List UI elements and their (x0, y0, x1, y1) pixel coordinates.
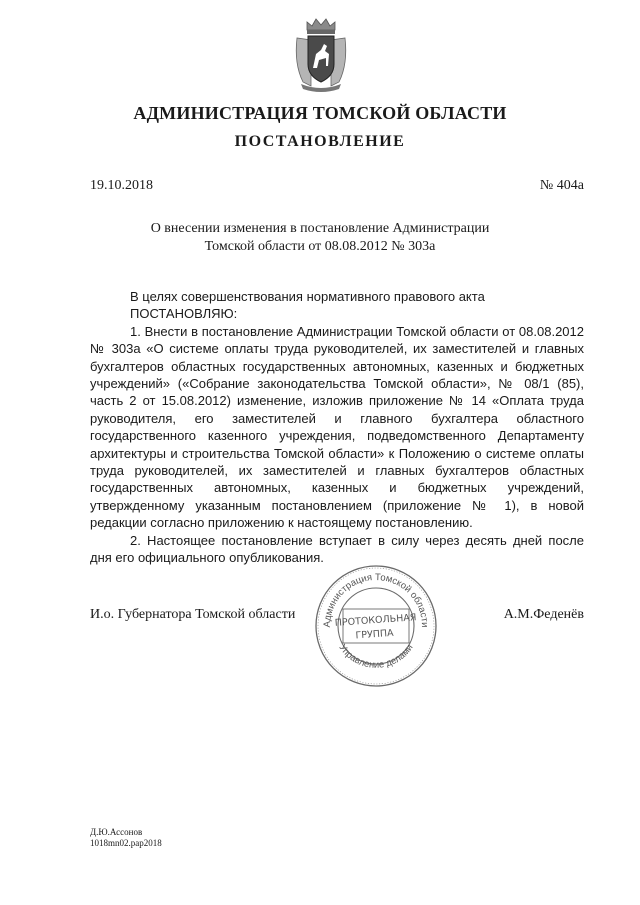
document-body (90, 288, 584, 567)
document-subject (0, 220, 640, 256)
tomsk-coat-of-arms-icon (293, 16, 349, 92)
subject-line-1: О внесении изменения в постановление Администрации (150, 221, 490, 236)
document-number: № 404а (539, 178, 584, 193)
stamp-outer-top-text: Администрация Томской области (321, 571, 431, 628)
subject-line-2: Томской области от 08.08.2012 № 303а (204, 239, 436, 254)
executor-info (90, 827, 162, 849)
document-date: 19.10.2018 (90, 178, 153, 193)
stamp-center-line-1: ПРОТОКОЛЬНАЯ (334, 612, 417, 629)
org-title: АДМИНИСТРАЦИЯ ТОМСКОЙ ОБЛАСТИ (133, 103, 507, 123)
body-item-1: 1. Внести в постановление Администрации Томской области от 08.08.2012 № 303а «О системе оплаты труда руководителей, их заместителей и главных бухгалтеров областных государственных автономных, казенных и бюджетных учреждений» («Собрание законодательства Томской области», № 08/1 (85), часть 2 от 15.08.2012) изменение, изложив приложение № 14 «Оплата труда руководителя, его заместителей и главного бухгалтера областного государственного казенного учреждения, подведомственного Департаменту архитектуры и строительства Томской области» к Положению о системе оплаты труда руководителей, их заместителей и главных бухгалтеров областных государственных автономных, казенных и бюджетных учреждений, утвержденному указанным постановлением (приложение № 1), в новой редакции согласно приложению к настоящему постановлению. (90, 323, 584, 531)
stamp-outer-bottom-text: Управление делами (336, 642, 416, 671)
executor-file: 1018mn02.pap2018 (90, 838, 162, 848)
stamp-center-line-2: ГРУППА (355, 627, 394, 642)
signer-name: А.М.Феденёв (503, 607, 584, 622)
body-item-2: 2. Настоящее постановление вступает в силу через десять дней после дня его официального опубликования. (90, 532, 584, 566)
preamble-text: В целях совершенствования нормативного правового акта (130, 289, 485, 304)
document-type: ПОСТАНОВЛЕНИЕ (234, 133, 406, 150)
decree-word: ПОСТАНОВЛЯЮ: (130, 306, 238, 322)
executor-name: Д.Ю.Ассонов (90, 827, 143, 837)
protocol-group-stamp (312, 562, 440, 690)
signer-position: И.о. Губернатора Томской области (90, 607, 296, 622)
